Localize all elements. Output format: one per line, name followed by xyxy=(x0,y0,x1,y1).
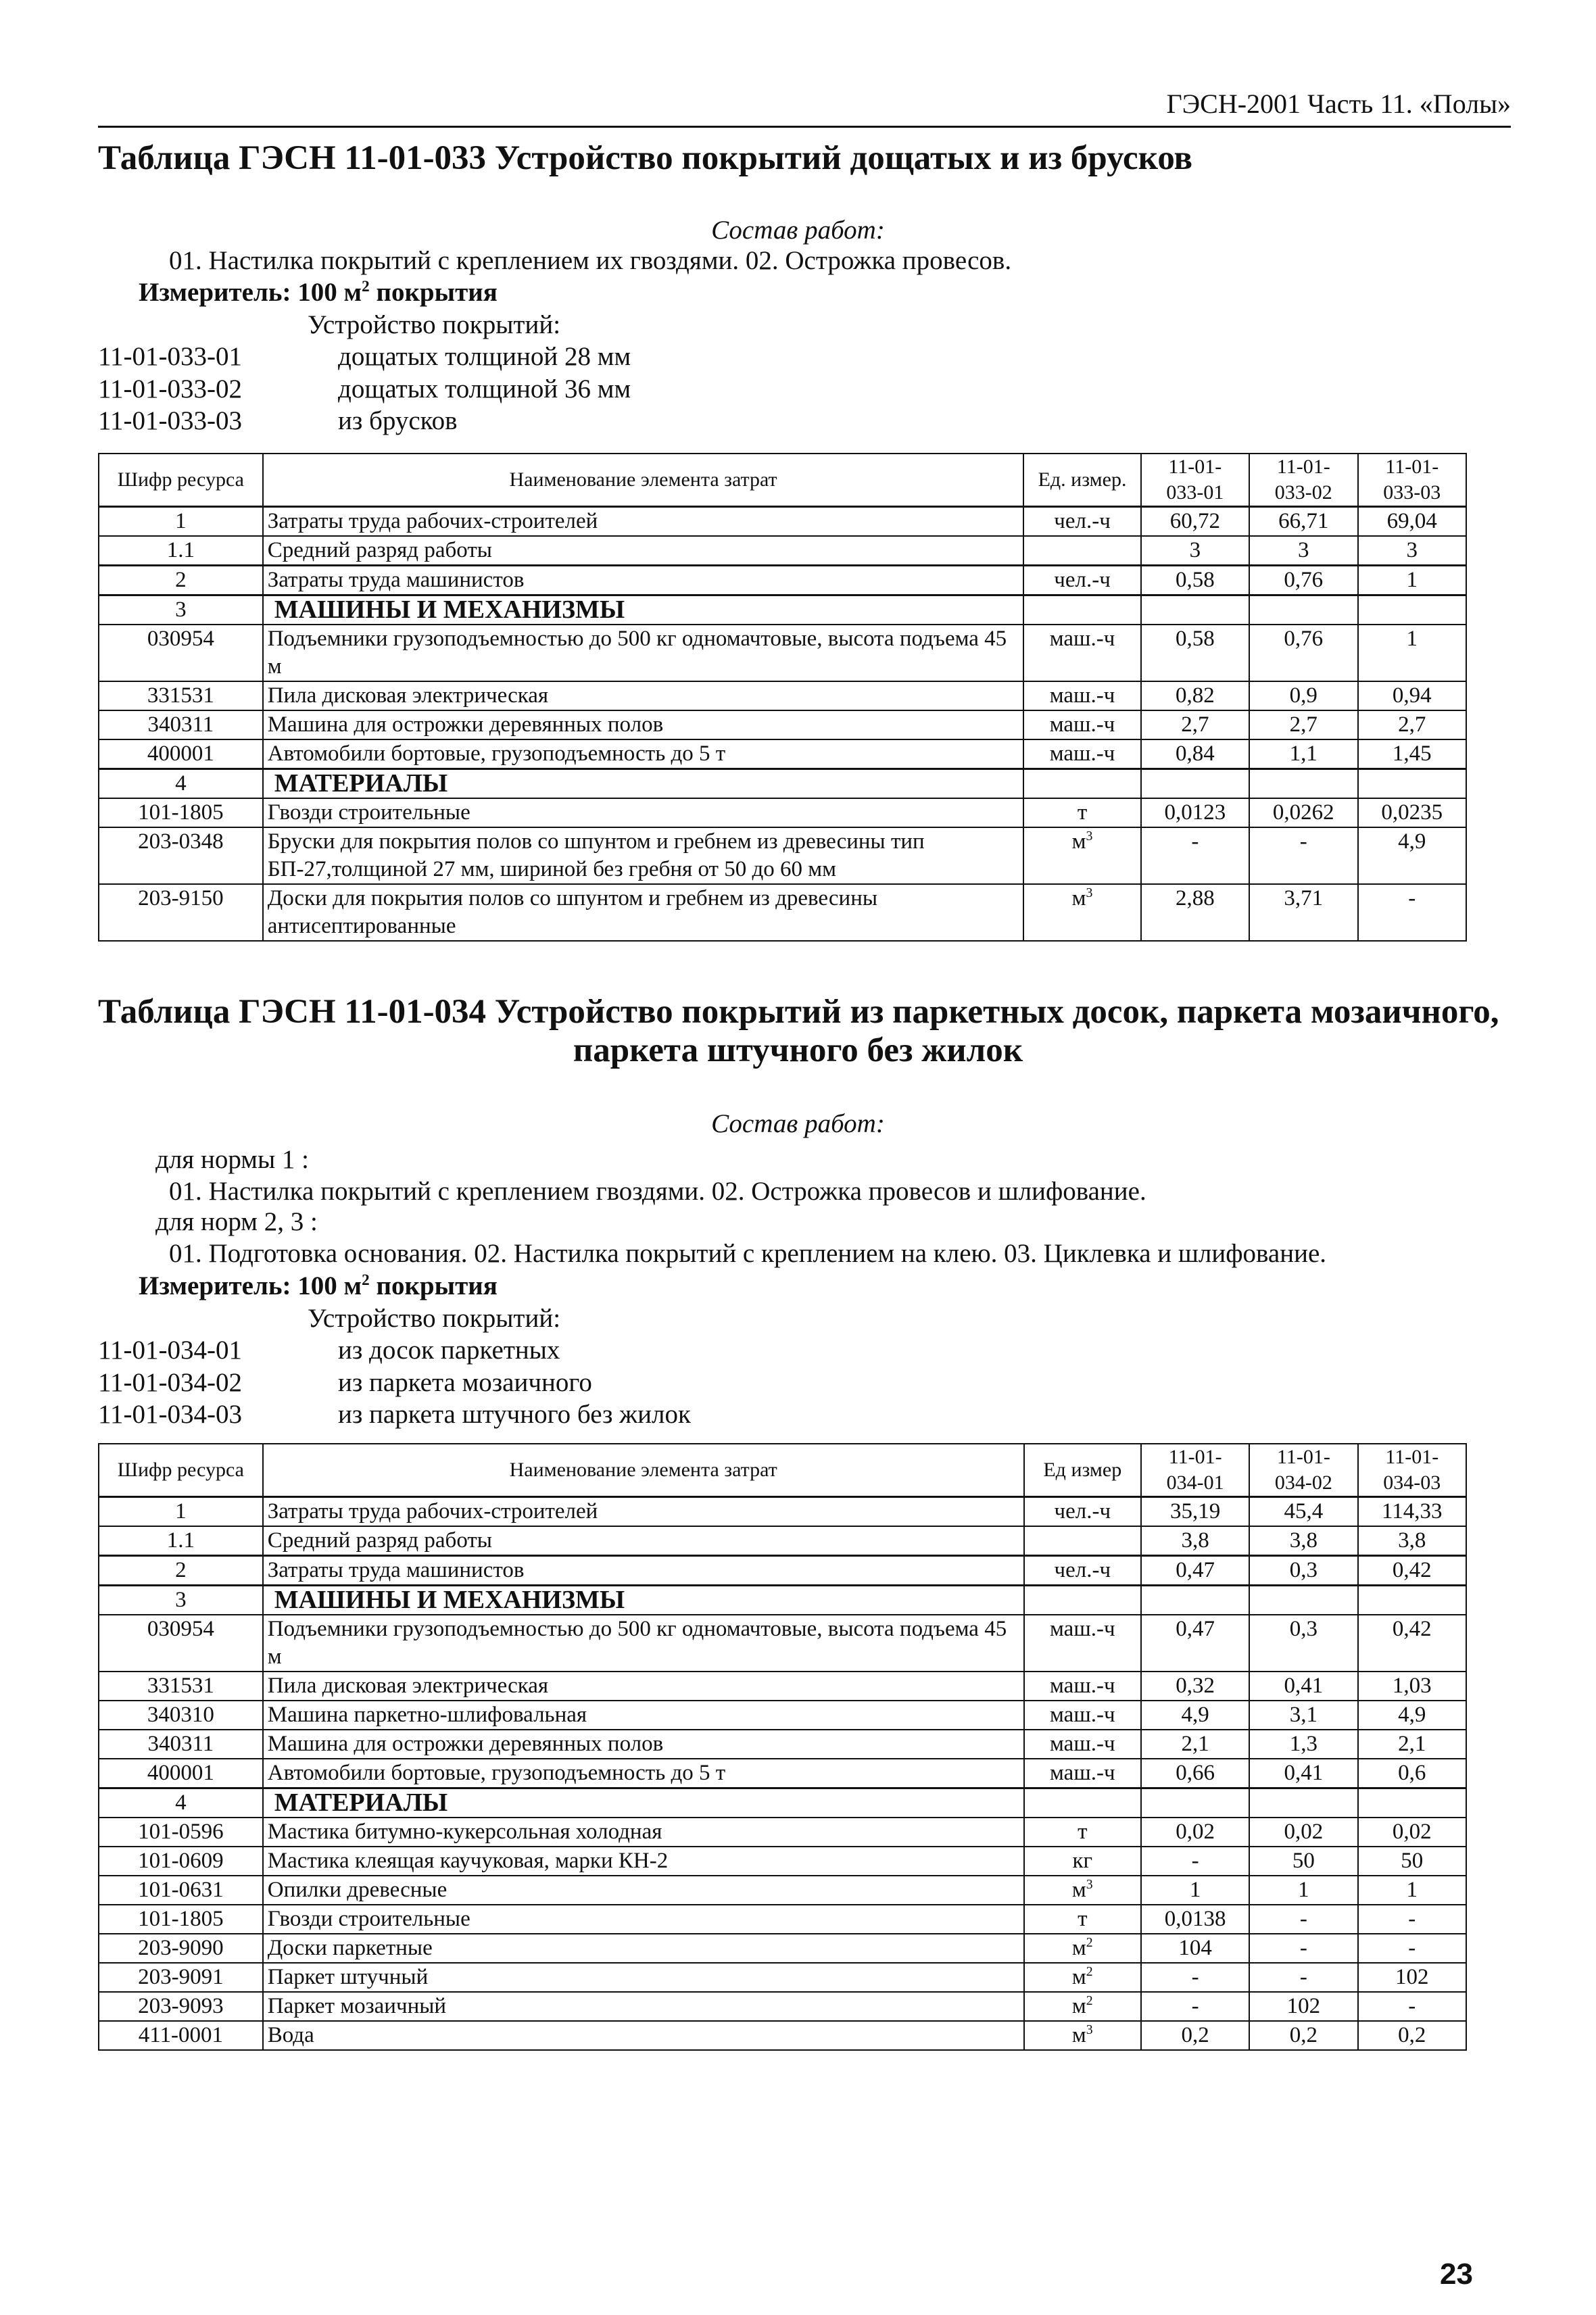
norm-value-cell: 102 xyxy=(1358,1963,1467,1992)
cost-element-cell: Средний разряд работы xyxy=(263,1526,1024,1556)
col-header-name: Наименование элемента затрат xyxy=(263,1444,1024,1497)
resource-code-cell: 203-9093 xyxy=(99,1992,263,2021)
unit-cell: маш.-ч xyxy=(1024,1759,1141,1788)
cost-element-cell: Затраты труда машинистов xyxy=(263,566,1024,595)
table-cell xyxy=(1249,1788,1357,1818)
cost-element-cell: Автомобили бортовые, грузоподъемность до 5 т xyxy=(263,1759,1024,1788)
norm-value-cell: 0,02 xyxy=(1141,1818,1249,1847)
cost-element-cell: Затраты труда рабочих-строителей xyxy=(263,507,1024,537)
norm-code: 11-01-033-03 xyxy=(98,406,243,435)
norm-value-cell: 0,0235 xyxy=(1358,798,1466,827)
resource-code-cell: 030954 xyxy=(99,1615,263,1672)
unit-cell: $м^3$ xyxy=(1024,1876,1141,1905)
norm-value-cell: 50 xyxy=(1249,1847,1357,1876)
norm-value-cell: 2,1 xyxy=(1358,1730,1467,1759)
cost-element-cell: Гвозди строительные xyxy=(263,1905,1024,1934)
norm-value-cell: 0,6 xyxy=(1358,1759,1467,1788)
table-cell xyxy=(1024,1788,1141,1818)
norm-value-cell: - xyxy=(1358,1905,1467,1934)
unit-cell: маш.-ч xyxy=(1024,1672,1141,1701)
table-cell xyxy=(1358,1788,1467,1818)
unit-cell: $м^3$ xyxy=(1023,827,1140,884)
norm-value-cell: 0,02 xyxy=(1358,1818,1467,1847)
table-row xyxy=(99,1905,1466,1934)
cost-element-cell: Автомобили бортовые, грузоподъемность до 5 т xyxy=(263,739,1024,769)
table-row xyxy=(99,1556,1466,1586)
unit-cell: $м^3$ xyxy=(1023,884,1140,941)
work-composition-text-1: 01. Настилка покрытий с креплением гвоздями. 02. Острожка провесов и шлифование. xyxy=(169,1177,1146,1206)
resource-code-cell: 3 xyxy=(99,595,263,625)
norm-value-cell: 0,0262 xyxy=(1249,798,1357,827)
norm-value-cell: 50 xyxy=(1358,1847,1467,1876)
header-rule xyxy=(98,126,1511,128)
section-row xyxy=(99,1586,1466,1615)
cost-element-cell: Затраты труда рабочих-строителей xyxy=(263,1497,1024,1527)
resource-code-cell: 400001 xyxy=(99,739,263,769)
norm-value-cell: 0,2 xyxy=(1249,2021,1357,2050)
unit-cell: т xyxy=(1024,1905,1141,1934)
unit-cell: чел.-ч xyxy=(1023,566,1140,595)
table-row xyxy=(99,1526,1466,1556)
col-header-v1: 11-01- 034-01 xyxy=(1141,1444,1249,1497)
norm-code: 11-01-033-02 xyxy=(98,374,243,404)
table-row xyxy=(99,1847,1466,1876)
norm-value-cell: 2,1 xyxy=(1141,1730,1249,1759)
resource-code-cell: 1.1 xyxy=(99,1526,263,1556)
norm-value-cell: 2,7 xyxy=(1141,710,1249,739)
device-label: Устройство покрытий: xyxy=(308,1304,561,1333)
unit-cell: чел.-ч xyxy=(1023,507,1140,537)
table-title-034-line1: Таблица ГЭСН 11-01-034 Устройство покрытий из паркетных досок, паркета мозаичного, xyxy=(98,993,1499,1031)
norm-value-cell: 66,71 xyxy=(1249,507,1357,537)
resource-code-cell: 1 xyxy=(99,1497,263,1527)
cost-element-cell: Мастика клеящая каучуковая, марки КН-2 xyxy=(263,1847,1024,1876)
cost-element-cell: Паркет мозаичный xyxy=(263,1992,1024,2021)
norm-value-cell: 0,2 xyxy=(1358,2021,1467,2050)
table-cell xyxy=(1023,769,1140,799)
norm-value-cell: 0,41 xyxy=(1249,1672,1357,1701)
norm-value-cell: 1 xyxy=(1358,625,1466,681)
unit-cell: маш.-ч xyxy=(1023,710,1140,739)
norm-value-cell: 104 xyxy=(1141,1934,1249,1963)
table-cell xyxy=(1141,1788,1249,1818)
cost-element-cell: Средний разряд работы xyxy=(263,536,1024,566)
norm-value-cell: 1,03 xyxy=(1358,1672,1467,1701)
norm-value-cell: 2,7 xyxy=(1358,710,1466,739)
col-header-v3: 11-01- 034-03 xyxy=(1358,1444,1467,1497)
norm-desc: из паркета мозаичного xyxy=(338,1368,592,1397)
table-row xyxy=(99,1701,1466,1730)
cost-element-cell: Вода xyxy=(263,2021,1024,2050)
table-row xyxy=(99,681,1466,710)
norm-value-cell: - xyxy=(1249,1934,1357,1963)
resource-code-cell: 101-0596 xyxy=(99,1818,263,1847)
resource-code-cell: 340311 xyxy=(99,710,263,739)
table-title-033: Таблица ГЭСН 11-01-033 Устройство покрытий дощатых и из брусков xyxy=(98,139,1193,177)
norm-scope-1: для нормы 1 : xyxy=(155,1145,309,1174)
norm-value-cell: 60,72 xyxy=(1141,507,1249,537)
norm-value-cell: - xyxy=(1141,1992,1249,2021)
norm-value-cell: 4,9 xyxy=(1358,1701,1467,1730)
measure-line xyxy=(139,1271,498,1301)
norm-value-cell: 0,66 xyxy=(1141,1759,1249,1788)
norm-desc: из досок паркетных xyxy=(338,1336,560,1365)
norm-value-cell: 0,58 xyxy=(1141,566,1249,595)
norm-value-cell: 0,76 xyxy=(1249,625,1357,681)
resource-code-cell: 1.1 xyxy=(99,536,263,566)
norm-value-cell: 1 xyxy=(1358,566,1466,595)
norm-desc: дощатых толщиной 28 мм xyxy=(338,342,631,371)
norm-value-cell: 0,84 xyxy=(1141,739,1249,769)
measure-line xyxy=(139,277,498,308)
table-row xyxy=(99,884,1466,941)
norm-value-cell: 114,33 xyxy=(1358,1497,1467,1527)
unit-cell: чел.-ч xyxy=(1024,1556,1141,1586)
unit-cell: маш.-ч xyxy=(1023,625,1140,681)
table-cell xyxy=(1358,769,1466,799)
unit-cell: маш.-ч xyxy=(1023,739,1140,769)
table-cell xyxy=(1358,1586,1467,1615)
resource-code-cell: 340311 xyxy=(99,1730,263,1759)
resource-code-cell: 101-0609 xyxy=(99,1847,263,1876)
cost-element-cell: Машина для острожки деревянных полов xyxy=(263,1730,1024,1759)
unit-cell: маш.-ч xyxy=(1023,681,1140,710)
table-cell xyxy=(1358,595,1466,625)
unit-cell: маш.-ч xyxy=(1024,1615,1141,1672)
resource-code-cell: 331531 xyxy=(99,681,263,710)
unit-cell: кг xyxy=(1024,1847,1141,1876)
table-cell xyxy=(1249,595,1357,625)
norm-value-cell: 0,3 xyxy=(1249,1556,1357,1586)
col-header-v3: 11-01- 033-03 xyxy=(1358,454,1466,507)
norm-value-cell: 0,94 xyxy=(1358,681,1466,710)
resource-code-cell: 030954 xyxy=(99,625,263,681)
unit-cell: т xyxy=(1023,798,1140,827)
table-cell xyxy=(1141,595,1249,625)
table-row xyxy=(99,710,1466,739)
resource-code-cell: 101-1805 xyxy=(99,1905,263,1934)
resource-code-cell: 3 xyxy=(99,1586,263,1615)
table-row xyxy=(99,566,1466,595)
col-header-v1: 11-01- 033-01 xyxy=(1141,454,1249,507)
resource-code-cell: 101-0631 xyxy=(99,1876,263,1905)
norm-value-cell: - xyxy=(1358,884,1466,941)
table-cell xyxy=(1249,769,1357,799)
norm-value-cell: 0,41 xyxy=(1249,1759,1357,1788)
section-row xyxy=(99,1788,1466,1818)
col-header-v2: 11-01- 034-02 xyxy=(1249,1444,1357,1497)
table-row xyxy=(99,798,1466,827)
unit-cell: $м^3$ xyxy=(1024,2021,1141,2050)
table-row xyxy=(99,1934,1466,1963)
norm-value-cell: 1,1 xyxy=(1249,739,1357,769)
norm-value-cell: - xyxy=(1358,1934,1467,1963)
resource-code-cell: 2 xyxy=(99,566,263,595)
norm-value-cell: 2,7 xyxy=(1249,710,1357,739)
norm-value-cell: 1 xyxy=(1358,1876,1467,1905)
norm-value-cell: - xyxy=(1249,827,1357,884)
cost-element-cell: Пила дисковая электрическая xyxy=(263,681,1024,710)
table-row xyxy=(99,536,1466,566)
unit-cell xyxy=(1024,1526,1141,1556)
unit-cell xyxy=(1023,536,1140,566)
resource-code-cell: 2 xyxy=(99,1556,263,1586)
norm-value-cell: - xyxy=(1358,1992,1467,2021)
cost-element-cell: МАТЕРИАЛЫ xyxy=(263,1788,1024,1818)
table-row xyxy=(99,1730,1466,1759)
table-row xyxy=(99,507,1466,537)
col-header-unit: Ед измер xyxy=(1024,1444,1141,1497)
norm-scope-2: для норм 2, 3 : xyxy=(155,1207,318,1236)
cost-element-cell: МАШИНЫ И МЕХАНИЗМЫ xyxy=(263,595,1024,625)
col-header-name: Наименование элемента затрат xyxy=(263,454,1024,507)
cost-element-cell: Паркет штучный xyxy=(263,1963,1024,1992)
cost-element-cell: Бруски для покрытия полов со шпунтом и гребнем из древесины тип БП-27,толщиной 27 мм, шириной без гребня от 50 до 60 мм xyxy=(263,827,1024,884)
cost-element-cell: Доски для покрытия полов со шпунтом и гребнем из древесины антисептированные xyxy=(263,884,1024,941)
norm-value-cell: 3 xyxy=(1141,536,1249,566)
table-cell xyxy=(1024,1586,1141,1615)
norm-value-cell: - xyxy=(1249,1963,1357,1992)
table-header-row xyxy=(99,454,1466,507)
col-header-code: Шифр ресурса xyxy=(99,454,263,507)
norm-value-cell: 0,0138 xyxy=(1141,1905,1249,1934)
norm-code: 11-01-034-03 xyxy=(98,1400,243,1429)
cost-element-cell: Гвозди строительные xyxy=(263,798,1024,827)
table-row xyxy=(99,2021,1466,2050)
norm-value-cell: 3,8 xyxy=(1358,1526,1467,1556)
norm-value-cell: 4,9 xyxy=(1141,1701,1249,1730)
table-row xyxy=(99,827,1466,884)
resource-code-cell: 203-0348 xyxy=(99,827,263,884)
norm-value-cell: - xyxy=(1141,1847,1249,1876)
norm-value-cell: 0,0123 xyxy=(1141,798,1249,827)
norm-value-cell: - xyxy=(1249,1905,1357,1934)
cost-element-cell: МАШИНЫ И МЕХАНИЗМЫ xyxy=(263,1586,1024,1615)
cost-element-cell: Подъемники грузоподъемностью до 500 кг одномачтовые, высота подъема 45 м xyxy=(263,625,1024,681)
table-title-034-line2: паркета штучного без жилок xyxy=(573,1031,1023,1069)
norm-value-cell: 0,2 xyxy=(1141,2021,1249,2050)
cost-element-cell: Пила дисковая электрическая xyxy=(263,1672,1024,1701)
norm-value-cell: 0,47 xyxy=(1141,1615,1249,1672)
table-row xyxy=(99,625,1466,681)
unit-cell: $м^2$ xyxy=(1024,1934,1141,1963)
table-row xyxy=(99,1759,1466,1788)
cost-element-cell: Мастика битумно-кукерсольная холодная xyxy=(263,1818,1024,1847)
table-row xyxy=(99,1672,1466,1701)
cost-element-cell: Опилки древесные xyxy=(263,1876,1024,1905)
unit-cell: маш.-ч xyxy=(1024,1701,1141,1730)
norm-value-cell: 0,32 xyxy=(1141,1672,1249,1701)
section-row xyxy=(99,769,1466,799)
norm-value-cell: 0,42 xyxy=(1358,1615,1467,1672)
norm-code: 11-01-033-01 xyxy=(98,342,243,371)
table-row xyxy=(99,1615,1466,1672)
resource-code-cell: 331531 xyxy=(99,1672,263,1701)
norm-value-cell: 0,02 xyxy=(1249,1818,1357,1847)
norm-value-cell: 0,76 xyxy=(1249,566,1357,595)
norm-value-cell: 2,88 xyxy=(1141,884,1249,941)
norm-value-cell: 1,45 xyxy=(1358,739,1466,769)
cost-element-cell: Подъемники грузоподъемностью до 500 кг одномачтовые, высота подъема 45 м xyxy=(263,1615,1024,1672)
norm-desc: из паркета штучного без жилок xyxy=(338,1400,691,1429)
section-row xyxy=(99,595,1466,625)
resource-code-cell: 203-9150 xyxy=(99,884,263,941)
col-header-v2: 11-01- 033-02 xyxy=(1249,454,1357,507)
norm-value-cell: 102 xyxy=(1249,1992,1357,2021)
resource-code-cell: 203-9090 xyxy=(99,1934,263,1963)
measure-value: 100 $м^2$ покрытия xyxy=(297,1271,498,1300)
norm-code: 11-01-034-02 xyxy=(98,1368,243,1397)
table-header-row xyxy=(99,1444,1466,1497)
norm-value-cell: 45,4 xyxy=(1249,1497,1357,1527)
table-cell xyxy=(1249,1586,1357,1615)
norm-value-cell: 0,82 xyxy=(1141,681,1249,710)
norm-value-cell: 1,3 xyxy=(1249,1730,1357,1759)
norm-value-cell: 3 xyxy=(1249,536,1357,566)
cost-element-cell: Машина для острожки деревянных полов xyxy=(263,710,1024,739)
cost-table-033 xyxy=(98,453,1467,942)
norm-value-cell: 1 xyxy=(1249,1876,1357,1905)
running-header: ГЭСН-2001 Часть 11. «Полы» xyxy=(1166,89,1511,119)
work-composition-heading: Состав работ: xyxy=(711,216,885,245)
norm-value-cell: 69,04 xyxy=(1358,507,1466,537)
cost-table-034 xyxy=(98,1443,1467,2051)
norm-value-cell: 3,71 xyxy=(1249,884,1357,941)
device-label: Устройство покрытий: xyxy=(308,310,561,339)
page-number: 23 xyxy=(1440,2258,1473,2291)
norm-value-cell: 4,9 xyxy=(1358,827,1466,884)
norm-value-cell: 3 xyxy=(1358,536,1466,566)
norm-value-cell: 0,58 xyxy=(1141,625,1249,681)
resource-code-cell: 4 xyxy=(99,769,263,799)
norm-value-cell: 1 xyxy=(1141,1876,1249,1905)
resource-code-cell: 411-0001 xyxy=(99,2021,263,2050)
unit-cell: т xyxy=(1024,1818,1141,1847)
col-header-unit: Ед. измер. xyxy=(1023,454,1140,507)
norm-value-cell: 0,9 xyxy=(1249,681,1357,710)
table-row xyxy=(99,1876,1466,1905)
norm-desc: дощатых толщиной 36 мм xyxy=(338,374,631,404)
table-cell xyxy=(1141,769,1249,799)
table-row xyxy=(99,1818,1466,1847)
table-row xyxy=(99,739,1466,769)
resource-code-cell: 1 xyxy=(99,507,263,537)
work-composition-text-2: 01. Подготовка основания. 02. Настилка покрытий с креплением на клею. 03. Циклевка и шлифование. xyxy=(169,1239,1327,1268)
norm-value-cell: 35,19 xyxy=(1141,1497,1249,1527)
resource-code-cell: 400001 xyxy=(99,1759,263,1788)
col-header-code: Шифр ресурса xyxy=(99,1444,263,1497)
unit-cell: $м^2$ xyxy=(1024,1963,1141,1992)
table-row xyxy=(99,1497,1466,1527)
norm-value-cell: - xyxy=(1141,1963,1249,1992)
resource-code-cell: 203-9091 xyxy=(99,1963,263,1992)
resource-code-cell: 4 xyxy=(99,1788,263,1818)
cost-element-cell: Доски паркетные xyxy=(263,1934,1024,1963)
table-row xyxy=(99,1963,1466,1992)
table-cell xyxy=(1023,595,1140,625)
measure-value: 100 $м^2$ покрытия xyxy=(297,278,498,307)
table-row xyxy=(99,1992,1466,2021)
cost-element-cell: Машина паркетно-шлифовальная xyxy=(263,1701,1024,1730)
resource-code-cell: 340310 xyxy=(99,1701,263,1730)
measure-label: Измеритель: xyxy=(139,278,291,307)
norm-value-cell: 3,8 xyxy=(1141,1526,1249,1556)
measure-label: Измеритель: xyxy=(139,1271,291,1300)
norm-value-cell: - xyxy=(1141,827,1249,884)
work-composition-heading: Состав работ: xyxy=(711,1109,885,1138)
cost-element-cell: Затраты труда машинистов xyxy=(263,1556,1024,1586)
cost-element-cell: МАТЕРИАЛЫ xyxy=(263,769,1024,799)
norm-value-cell: 3,8 xyxy=(1249,1526,1357,1556)
work-composition-text: 01. Настилка покрытий с креплением их гвоздями. 02. Острожка провесов. xyxy=(169,246,1012,275)
table-cell xyxy=(1141,1586,1249,1615)
unit-cell: чел.-ч xyxy=(1024,1497,1141,1527)
norm-value-cell: 0,42 xyxy=(1358,1556,1467,1586)
norm-value-cell: 0,47 xyxy=(1141,1556,1249,1586)
unit-cell: маш.-ч xyxy=(1024,1730,1141,1759)
unit-cell: $м^2$ xyxy=(1024,1992,1141,2021)
norm-value-cell: 0,3 xyxy=(1249,1615,1357,1672)
norm-code: 11-01-034-01 xyxy=(98,1336,243,1365)
resource-code-cell: 101-1805 xyxy=(99,798,263,827)
norm-value-cell: 3,1 xyxy=(1249,1701,1357,1730)
norm-desc: из брусков xyxy=(338,406,458,435)
